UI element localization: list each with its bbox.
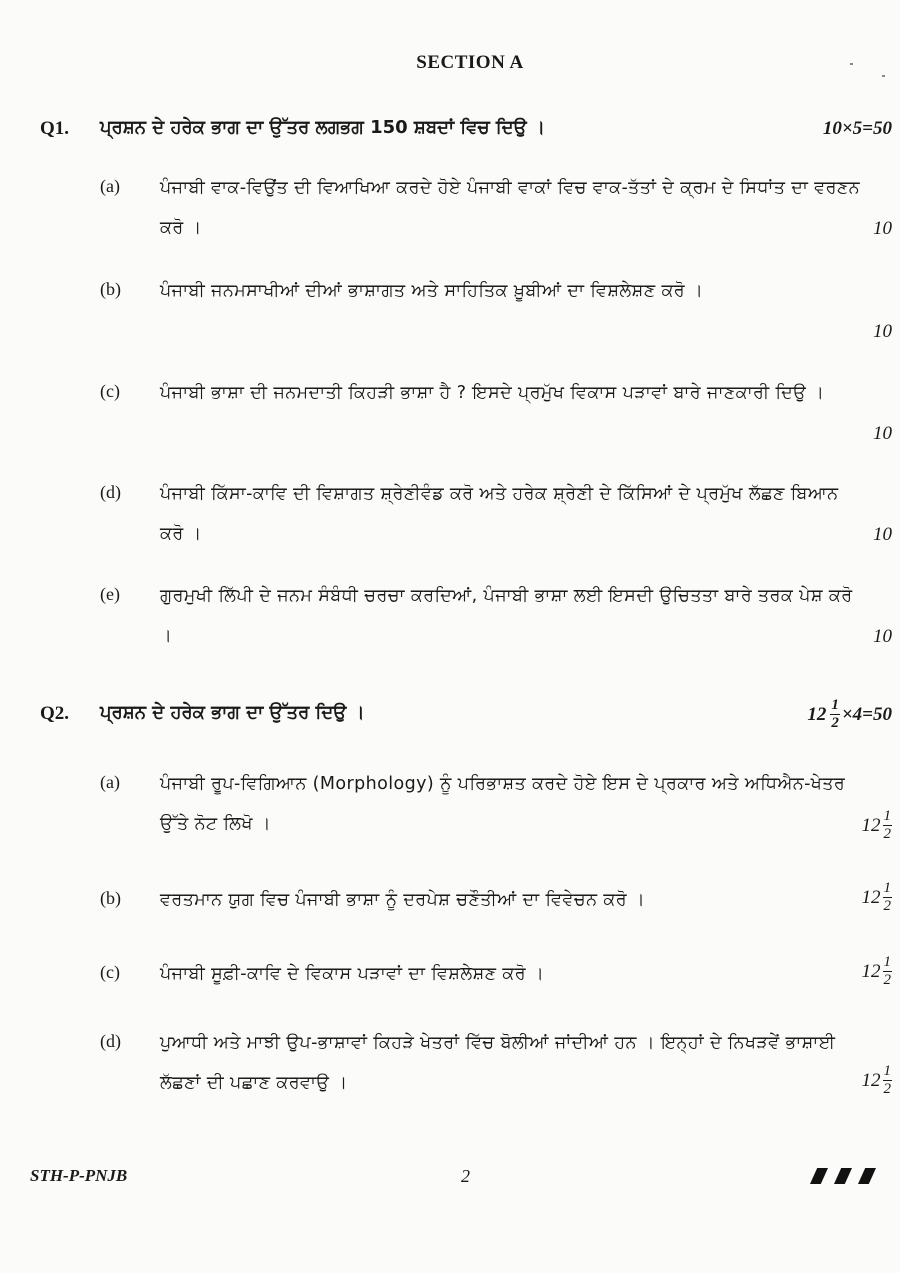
question-marks [807, 697, 892, 732]
part-label: (a) [100, 176, 120, 196]
part-label: (b) [100, 888, 121, 908]
part-label: (d) [100, 1031, 121, 1051]
question-part [100, 1029, 892, 1111]
question-part [100, 582, 892, 662]
marks-fraction [883, 808, 893, 843]
question-number: Q1. [40, 118, 70, 139]
part-label: (a) [100, 772, 120, 792]
question-instruction: ਪ੍ਰਸ਼ਨ ਦੇ ਹਰੇਕ ਭਾਗ ਦਾ ਉੱਤਰ ਲਗਭਗ 150 ਸ਼ਬਦਾਂ ਵਿਚ ਦਿਉ । [100, 117, 545, 138]
question-marks: 10×5=50 [822, 118, 892, 139]
question-2-header [40, 697, 892, 743]
marks-whole: 12 [861, 1069, 881, 1091]
marks-fraction [883, 954, 893, 989]
fraction-numerator: 1 [883, 808, 891, 824]
part-label: (d) [100, 482, 121, 502]
paper-code: STH-P-PNJB [30, 1166, 128, 1185]
scan-speck [850, 63, 853, 65]
question-part [100, 954, 892, 1000]
fraction-denominator: 2 [883, 898, 891, 914]
question-number: Q2. [40, 703, 70, 724]
part-label: (c) [100, 962, 120, 982]
part-label: (e) [100, 584, 120, 604]
question-part [100, 277, 892, 357]
question-part [100, 379, 892, 459]
marks-fraction [883, 880, 893, 915]
part-text: ਪੰਜਾਬੀ ਭਾਸ਼ਾ ਦੀ ਜਨਮਦਾਤੀ ਕਿਹੜੀ ਭਾਸ਼ਾ ਹੈ ? ਇਸਦੇ ਪ੍ਰਮੁੱਖ ਵਿਕਾਸ ਪੜਾਵਾਂ ਬਾਰੇ ਜਾਣਕਾਰੀ ਦਿਉ । [160, 383, 825, 403]
fraction-numerator: 1 [883, 954, 891, 970]
marks-fraction [883, 1063, 893, 1098]
scan-speck [882, 75, 885, 77]
part-text: ਵਰਤਮਾਨ ਯੁਗ ਵਿਚ ਪੰਜਾਬੀ ਭਾਸ਼ਾ ਨੂੰ ਦਰਪੇਸ਼ ਚਣੌਤੀਆਂ ਦਾ ਵਿਵੇਚਨ ਕਰੋ । [160, 890, 646, 910]
part-marks [862, 880, 893, 915]
part-label: (b) [100, 279, 121, 299]
question-part [100, 480, 892, 560]
registration-mark-icon [858, 1168, 876, 1184]
marks-whole: 12 [861, 960, 881, 982]
part-text: ਪੰਜਾਬੀ ਸੂਫ਼ੀ-ਕਾਵਿ ਦੇ ਵਿਕਾਸ ਪੜਾਵਾਂ ਦਾ ਵਿਸ਼ਲੇਸ਼ਣ ਕਰੋ । [160, 964, 545, 984]
part-marks: 10 [873, 626, 892, 647]
footer-registration-marks [810, 1168, 876, 1184]
part-text: ਪੰਜਾਬੀ ਵਾਕ-ਵਿਉਂਤ ਦੀ ਵਿਆਖਿਆ ਕਰਦੇ ਹੋਏ ਪੰਜਾਬੀ ਵਾਕਾਂ ਵਿਚ ਵਾਕ-ਤੱਤਾਂ ਦੇ ਕ੍ਰਮ ਦੇ ਸਿਧਾਂਤ ਦਾ ਵਰਣਨ ਕਰੋ । [160, 178, 860, 238]
page-number: 2 [461, 1166, 470, 1186]
fraction-numerator: 1 [831, 697, 839, 713]
part-label: (c) [100, 381, 120, 401]
part-text: ਪੰਜਾਬੀ ਰੂਪ-ਵਿਗਿਆਨ (Morphology) ਨੂੰ ਪਰਿਭਾਸ਼ਤ ਕਰਦੇ ਹੋਏ ਇਸ ਦੇ ਪ੍ਰਕਾਰ ਅਤੇ ਅਧਿਐਨ-ਖੇਤਰ ਉੱਤੇ ਨੋਟ ਲਿਖੋ । [160, 774, 846, 834]
registration-mark-icon [810, 1168, 828, 1184]
marks-whole: 12 [807, 703, 827, 725]
part-marks: 10 [873, 218, 892, 239]
part-text: ਪੰਜਾਬੀ ਜਨਮਸਾਖੀਆਂ ਦੀਆਂ ਭਾਸ਼ਾਗਤ ਅਤੇ ਸਾਹਿਤਿਕ ਖ਼ੂਬੀਆਂ ਦਾ ਵਿਸ਼ਲੇਸ਼ਣ ਕਰੋ । [160, 281, 704, 301]
question-instruction: ਪ੍ਰਸ਼ਨ ਦੇ ਹਰੇਕ ਭਾਗ ਦਾ ਉੱਤਰ ਦਿਉ । [100, 702, 365, 723]
part-text: ਪੰਜਾਬੀ ਕਿੱਸਾ-ਕਾਵਿ ਦੀ ਵਿਸ਼ਾਗਤ ਸ਼੍ਰੇਣੀਵੰਡ ਕਰੋ ਅਤੇ ਹਰੇਕ ਸ਼੍ਰੇਣੀ ਦੇ ਕਿੱਸਿਆਂ ਦੇ ਪ੍ਰਮੁੱਖ ਲੱਛਣ ਬਿਆਨ ਕਰੋ । [160, 484, 839, 544]
fraction-numerator: 1 [883, 1063, 891, 1079]
part-marks [862, 1063, 893, 1098]
part-marks: 10 [873, 321, 892, 342]
question-part [100, 174, 892, 254]
part-marks [862, 954, 893, 989]
part-marks: 10 [873, 524, 892, 545]
part-marks [862, 808, 893, 843]
fraction-numerator: 1 [883, 880, 891, 896]
fraction-denominator: 2 [831, 715, 839, 731]
question-part [100, 880, 892, 926]
marks-fraction [830, 697, 840, 732]
marks-whole: 12 [861, 886, 881, 908]
part-marks: 10 [873, 423, 892, 444]
question-1-header [40, 118, 892, 150]
section-title: SECTION A [416, 52, 524, 73]
registration-mark-icon [834, 1168, 852, 1184]
marks-rest: ×4=50 [841, 703, 892, 725]
marks-whole: 12 [861, 814, 881, 836]
fraction-denominator: 2 [883, 826, 891, 842]
fraction-denominator: 2 [883, 1081, 891, 1097]
part-text: ਪੁਆਧੀ ਅਤੇ ਮਾਝੀ ਉਪ-ਭਾਸ਼ਾਵਾਂ ਕਿਹੜੇ ਖੇਤਰਾਂ ਵਿੱਚ ਬੋਲੀਆਂ ਜਾਂਦੀਆਂ ਹਨ । ਇਨ੍ਹਾਂ ਦੇ ਨਿਖੜਵੇਂ ਭਾਸ਼ਾਈ ਲੱਛਣਾਂ ਦੀ ਪਛਾਣ ਕਰਵਾਉ । [160, 1033, 836, 1093]
part-text: ਗੁਰਮੁਖੀ ਲਿੱਪੀ ਦੇ ਜਨਮ ਸੰਬੰਧੀ ਚਰਚਾ ਕਰਦਿਆਂ, ਪੰਜਾਬੀ ਭਾਸ਼ਾ ਲਈ ਇਸਦੀ ਉਚਿਤਤਾ ਬਾਰੇ ਤਰਕ ਪੇਸ਼ ਕਰੋ । [160, 586, 853, 646]
fraction-denominator: 2 [883, 972, 891, 988]
question-part [100, 770, 892, 852]
